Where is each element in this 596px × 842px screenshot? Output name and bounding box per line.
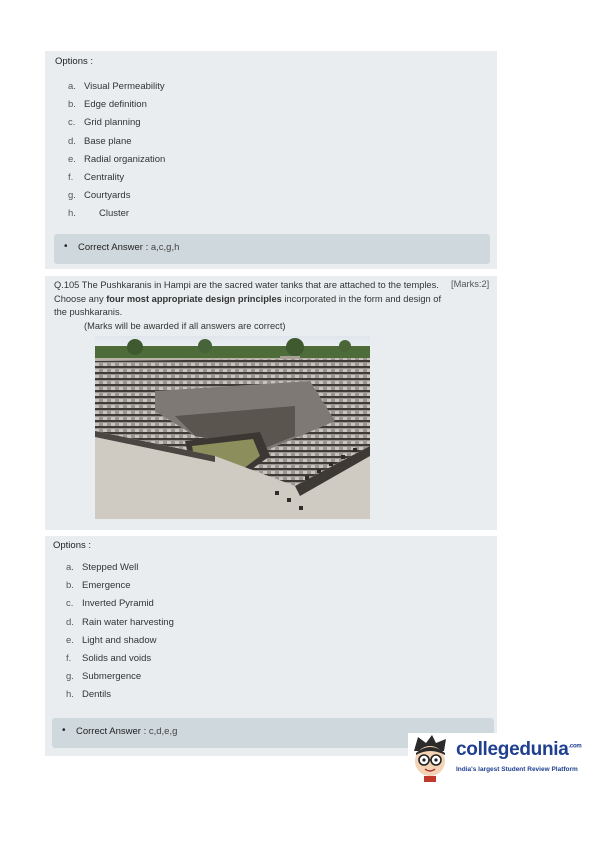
option-item: d. Rain water harvesting xyxy=(66,616,174,628)
option-item: h. Dentils xyxy=(66,689,112,701)
options-title: Options : xyxy=(53,540,92,551)
bullet-icon: • xyxy=(64,241,68,252)
options-list-2 xyxy=(66,559,174,705)
answer-value: a,c,g,h xyxy=(150,242,180,253)
options-card-2 xyxy=(45,536,497,756)
option-item: f. Solids and voids xyxy=(66,652,152,664)
collegedunia-logo xyxy=(408,733,584,783)
option-item: g. Courtyards xyxy=(68,190,131,202)
answer-label: Correct Answer : xyxy=(78,242,149,253)
option-item: b. Edge definition xyxy=(68,99,147,111)
options-title: Options : xyxy=(55,56,94,67)
option-item: e. Light and shadow xyxy=(66,634,157,646)
option-item: f. Centrality xyxy=(68,171,125,183)
option-item: c. Inverted Pyramid xyxy=(66,598,154,610)
bullet-icon: • xyxy=(62,725,66,736)
option-item: d. Base plane xyxy=(68,135,132,147)
options-list-1 xyxy=(68,78,165,224)
question-number: Q.105 xyxy=(54,280,80,290)
logo-wordmark: collegedunia$^{.com}$ xyxy=(456,739,582,760)
option-item: e. Radial organization xyxy=(68,153,166,165)
question-emphasis: four most appropriate design principles xyxy=(106,293,282,304)
option-item: c. Grid planning xyxy=(68,117,141,129)
mascot-icon xyxy=(408,733,454,783)
question-note: (Marks will be awarded if all answers are correct) xyxy=(84,321,286,331)
answer-value: c,d,e,g xyxy=(148,726,178,737)
logo-tagline: India's largest Student Review Platform xyxy=(456,766,578,773)
option-item: b. Emergence xyxy=(66,580,131,592)
marks-label: [Marks:2] xyxy=(451,279,490,289)
stepwell-photo xyxy=(95,336,370,519)
stepwell-image xyxy=(95,336,370,519)
options-card-1 xyxy=(45,51,497,269)
option-item: a. Visual Permeability xyxy=(68,81,165,92)
option-item: a. Stepped Well xyxy=(66,562,139,573)
answer-label: Correct Answer : xyxy=(76,726,147,737)
option-item: g. Submergence xyxy=(66,671,142,683)
question-text: Q.105 The Pushkaranis in Hampi are the sacred water tanks that are attached to the temples. Choose any four most appropriate design principles incorporated in the form and design of the pushkaranis. xyxy=(54,280,442,317)
option-item: h. Cluster xyxy=(68,208,130,220)
correct-answer-box xyxy=(54,234,490,264)
